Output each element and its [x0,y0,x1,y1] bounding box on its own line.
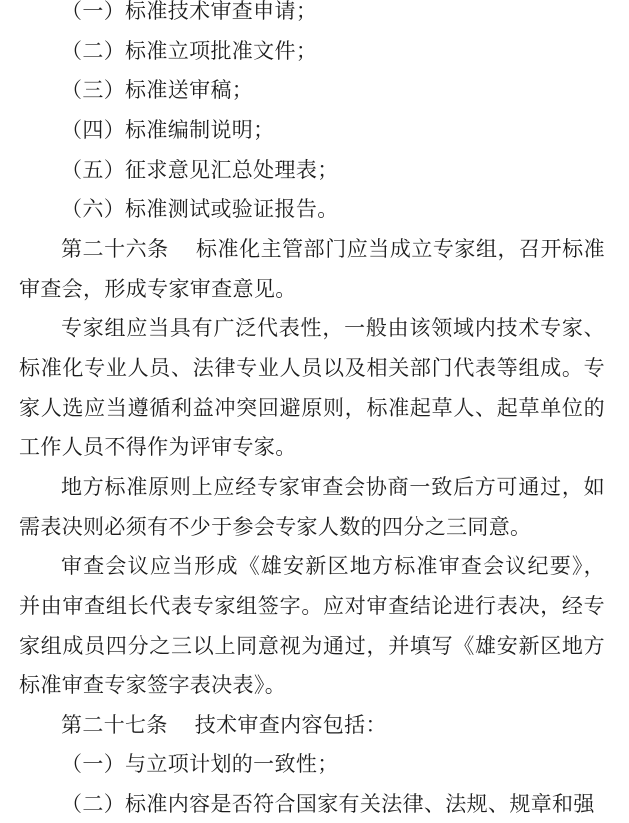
article-26-paragraph: 第二十六条 标准化主管部门应当成立专家组，召开标准审查会，形成专家审查意见。 [19,236,605,301]
article-26-expert-group-paragraph: 专家组应当具有广泛代表性，一般由该领域内技术专家、标准化专业人员、法律专业人员以及相关部门代表等组成。专家人选应当遵循利益冲突回避原则，标准起草人、起草单位的工作人员不得作为评审专家。 [19,316,605,460]
clause-item-4: （四）标准编制说明； [61,117,275,142]
clause-item-1: （一）标准技术审查申请； [61,0,318,23]
clause-item-6: （六）标准测试或验证报告。 [61,197,339,222]
clause-item-3: （三）标准送审稿； [61,78,254,103]
clause-item-5: （五）征求意见汇总处理表； [61,157,339,182]
article-26-meeting-minutes-paragraph: 审查会议应当形成《雄安新区地方标准审查会议纪要》，并由审查组长代表专家组签字。应对审查结论进行表决，经专家组成员四分之三以上同意视为通过，并填写《雄安新区地方标准审查专家签字表决表》。 [19,554,605,698]
article-26-voting-rule-paragraph: 地方标准原则上应经专家审查会协商一致后方可通过，如需表决则必须有不少于参会专家人数的四分之三同意。 [19,474,605,539]
article-27-item-2: （二）标准内容是否符合国家有关法律、法规、规章和强 [61,792,595,817]
document-text-block [19,0,605,823]
article-27-item-1: （一）与立项计划的一致性； [61,752,339,777]
clause-item-2: （二）标准立项批准文件； [61,38,318,63]
article-27-paragraph: 第二十七条 技术审查内容包括： [61,712,387,737]
